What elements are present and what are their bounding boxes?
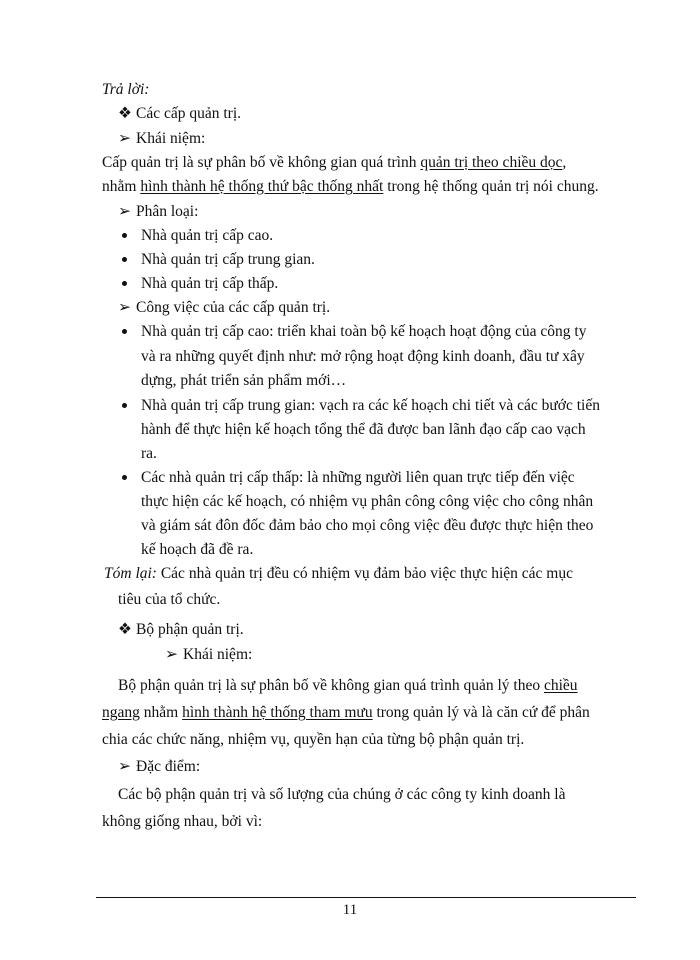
- work-item-3-line-4: kế hoạch đã đề ra.: [141, 541, 254, 558]
- feature-label: ➢ Đặc điểm:: [118, 758, 201, 775]
- work-item-2-line-3: ra.: [141, 445, 157, 462]
- feature-text-line-2: không giống nhau, bởi vì:: [102, 813, 263, 830]
- work-item-1-line-1: Nhà quản trị cấp cao: triển khai toàn bộ kế hoạch hoạt động của công ty: [122, 322, 586, 342]
- bullet-dot-icon: [122, 257, 127, 262]
- bophan-concept-label: ➢ Khái niệm:: [165, 646, 253, 663]
- work-item-3-line-2: thực hiện các kế hoạch, có nhiệm vụ phân công công việc cho công nhân: [141, 493, 594, 510]
- work-item-2-line-2: hành để thực hiện kế hoạch tổng thể đã được ban lãnh đạo cấp cao vạch: [141, 421, 586, 438]
- arrow-bullet-icon: ➢: [118, 758, 131, 775]
- bullet-dot-icon: [122, 281, 127, 286]
- arrow-bullet-icon: ➢: [118, 299, 131, 316]
- answer-label: Trả lời:: [102, 81, 150, 98]
- work-item-3-line-1: Các nhà quản trị cấp thấp: là những người liên quan trực tiếp đến việc: [122, 468, 575, 488]
- concept-label: ➢ Khái niệm:: [118, 130, 206, 147]
- diamond-bullet-icon: ❖: [118, 621, 132, 638]
- arrow-bullet-icon: ➢: [118, 130, 131, 147]
- arrow-bullet-icon: ➢: [118, 203, 131, 220]
- footer-rule: [96, 897, 636, 898]
- bophan-text-line-1: Bộ phận quản trị là sự phân bố về không gian quá trình quản lý theo chiều: [118, 677, 578, 694]
- work-item-2-line-1: Nhà quản trị cấp trung gian: vạch ra các kế hoạch chi tiết và các bước tiến: [122, 396, 600, 416]
- work-item-1-line-2: và ra những quyết định như: mở rộng hoạt động kinh doanh, đầu tư xây: [141, 348, 585, 365]
- list-item: Nhà quản trị cấp cao.: [122, 226, 273, 246]
- summary-line-2: tiêu của tổ chức.: [118, 591, 221, 608]
- concept-text-line-2: nhằm hình thành hệ thống thứ bậc thống nhất trong hệ thống quản trị nói chung.: [102, 178, 599, 195]
- list-item: Nhà quản trị cấp trung gian.: [122, 250, 315, 270]
- work-item-1-line-3: dựng, phát triển sản phẩm mới…: [141, 372, 347, 389]
- diamond-bullet-icon: ❖: [118, 105, 132, 122]
- bullet-dot-icon: [122, 475, 127, 480]
- heading-bo-phan-quan-tri: ❖ Bộ phận quản trị.: [118, 621, 244, 638]
- bullet-dot-icon: [122, 233, 127, 238]
- work-item-3-line-3: và giám sát đôn đốc đảm bảo cho mọi công việc đều được thực hiện theo: [141, 517, 594, 534]
- concept-text-line-1: Cấp quản trị là sự phân bố về không gian quá trình quản trị theo chiều dọc,: [102, 154, 567, 171]
- heading-cap-quan-tri: ❖ Các cấp quản trị.: [118, 105, 242, 122]
- page-number: 11: [342, 902, 358, 918]
- bullet-dot-icon: [122, 403, 127, 408]
- arrow-bullet-icon: ➢: [165, 646, 178, 663]
- bophan-text-line-2: ngang nhằm hình thành hệ thống tham mưu trong quản lý và là căn cứ để phân: [102, 704, 590, 721]
- bullet-dot-icon: [122, 329, 127, 334]
- feature-text-line-1: Các bộ phận quản trị và số lượng của chúng ở các công ty kinh doanh là: [118, 786, 566, 803]
- summary-line-1: Tóm lại: Các nhà quản trị đều có nhiệm vụ đảm bảo việc thực hiện các mục: [104, 565, 573, 582]
- list-item: Nhà quản trị cấp thấp.: [122, 274, 278, 294]
- classify-label: ➢ Phân loại:: [118, 203, 199, 220]
- work-label: ➢ Công việc của các cấp quản trị.: [118, 299, 331, 316]
- bophan-text-line-3: chia các chức năng, nhiệm vụ, quyền hạn của từng bộ phận quản trị.: [102, 731, 525, 748]
